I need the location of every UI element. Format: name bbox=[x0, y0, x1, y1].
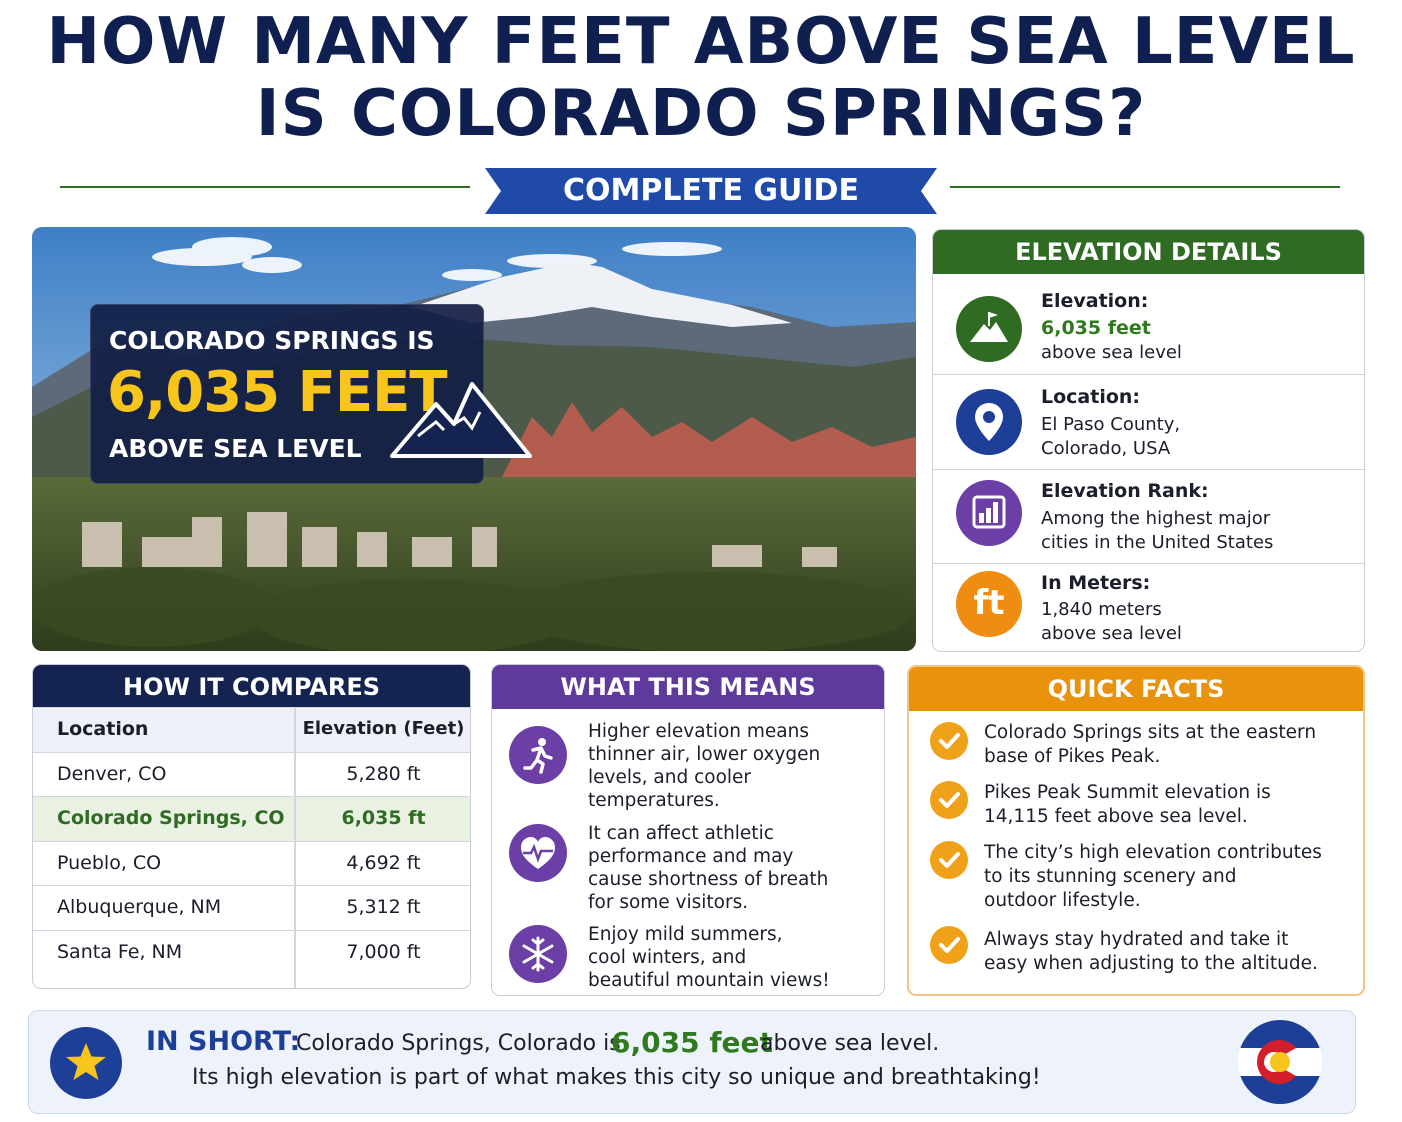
fact-line: to its stunning scenery and bbox=[984, 866, 1237, 887]
table-row bbox=[33, 885, 470, 930]
table-row bbox=[33, 752, 470, 797]
colorado-flag-icon bbox=[1238, 1020, 1322, 1104]
table-cell-elevation: 7,000 ft bbox=[346, 940, 421, 963]
detail-value: 6,035 feet bbox=[1041, 317, 1151, 339]
quick-facts-panel bbox=[907, 665, 1365, 996]
fact-line: Pikes Peak Summit elevation is bbox=[984, 782, 1271, 803]
fact-line: 14,115 feet above sea level. bbox=[984, 806, 1248, 827]
in-short-value: 6,035 feet bbox=[611, 1026, 773, 1059]
column-divider bbox=[294, 708, 296, 752]
check-icon bbox=[930, 722, 968, 760]
means-item-1 bbox=[588, 720, 878, 812]
detail-line: Colorado, USA bbox=[1041, 438, 1171, 459]
fact-line: base of Pikes Peak. bbox=[984, 746, 1161, 767]
column-divider bbox=[294, 886, 296, 930]
fact-line: Always stay hydrated and take it bbox=[984, 929, 1289, 950]
means-item-3 bbox=[588, 923, 878, 992]
in-short-label: IN SHORT: bbox=[146, 1026, 301, 1057]
means-line: Enjoy mild summers, bbox=[588, 924, 783, 945]
detail-row-rank bbox=[933, 469, 1364, 563]
column-divider bbox=[294, 753, 296, 797]
table-cell-location: Denver, CO bbox=[57, 762, 167, 785]
title-line-2: IS COLORADO SPRINGS? bbox=[255, 77, 1147, 151]
means-line: levels, and cooler bbox=[588, 767, 752, 788]
compare-title: HOW IT COMPARES bbox=[33, 665, 470, 709]
means-line: cool winters, and bbox=[588, 947, 747, 968]
mountain-icon bbox=[388, 378, 534, 468]
in-short-text-3: Its high elevation is part of what makes this city so unique and breathtaking! bbox=[192, 1065, 1041, 1090]
means-line: cause shortness of breath bbox=[588, 869, 829, 890]
detail-line: 1,840 meters bbox=[1041, 599, 1162, 620]
detail-line: above sea level bbox=[1041, 623, 1182, 644]
divider-right bbox=[950, 186, 1340, 188]
heart-pulse-icon bbox=[509, 824, 567, 882]
divider-left bbox=[60, 186, 470, 188]
check-icon bbox=[930, 926, 968, 964]
detail-line: El Paso County, bbox=[1041, 414, 1181, 435]
table-row bbox=[33, 841, 470, 886]
bar-chart-icon bbox=[956, 480, 1022, 546]
title-line-1: HOW MANY FEET ABOVE SEA LEVEL bbox=[46, 5, 1356, 79]
means-title: WHAT THIS MEANS bbox=[492, 665, 884, 709]
fact-line: Colorado Springs sits at the eastern bbox=[984, 722, 1317, 743]
column-header-elevation: Elevation (Feet) bbox=[302, 718, 465, 739]
table-cell-location: Colorado Springs, CO bbox=[57, 807, 285, 829]
fact-item-4 bbox=[984, 928, 1354, 976]
column-divider bbox=[294, 797, 296, 841]
subtitle: COMPLETE GUIDE bbox=[563, 173, 859, 208]
star-icon bbox=[50, 1027, 122, 1099]
detail-row-elevation bbox=[933, 274, 1364, 374]
fact-line: The city’s high elevation contributes bbox=[984, 842, 1322, 863]
what-this-means-panel bbox=[491, 664, 885, 996]
mountain-flag-icon bbox=[956, 296, 1022, 362]
callout-line-3: ABOVE SEA LEVEL bbox=[109, 434, 362, 463]
detail-line: above sea level bbox=[1041, 342, 1182, 363]
table-cell-location: Albuquerque, NM bbox=[57, 896, 222, 918]
table-cell-elevation: 5,312 ft bbox=[346, 896, 421, 918]
fact-item-3 bbox=[984, 841, 1354, 913]
ft-unit-icon: ft bbox=[956, 571, 1022, 637]
table-cell-elevation: 5,280 ft bbox=[346, 762, 421, 785]
snowflake-icon bbox=[509, 925, 567, 983]
fact-item-1 bbox=[984, 721, 1354, 769]
check-icon bbox=[930, 781, 968, 819]
column-divider bbox=[294, 931, 296, 988]
detail-line: Among the highest major bbox=[1041, 508, 1271, 529]
compare-table-panel bbox=[32, 664, 471, 989]
elevation-details-title: ELEVATION DETAILS bbox=[933, 230, 1364, 274]
table-header-row bbox=[33, 707, 470, 752]
callout-value: 6,035 FEET bbox=[107, 360, 447, 425]
column-header-location: Location bbox=[57, 718, 149, 740]
detail-label: Elevation Rank: bbox=[1041, 480, 1209, 502]
means-line: for some visitors. bbox=[588, 892, 749, 913]
page-title bbox=[0, 6, 1402, 150]
fact-line: outdoor lifestyle. bbox=[984, 890, 1141, 911]
table-row bbox=[33, 930, 470, 988]
fact-item-2 bbox=[984, 781, 1354, 829]
runner-icon bbox=[509, 726, 567, 784]
means-line: temperatures. bbox=[588, 790, 720, 811]
callout-line-1: COLORADO SPRINGS IS bbox=[109, 326, 435, 355]
check-icon bbox=[930, 841, 968, 879]
elevation-details-panel bbox=[932, 229, 1365, 652]
detail-label: In Meters: bbox=[1041, 572, 1151, 594]
table-row-highlighted bbox=[33, 796, 470, 841]
column-divider bbox=[294, 842, 296, 886]
location-pin-icon bbox=[956, 389, 1022, 455]
fact-line: easy when adjusting to the altitude. bbox=[984, 953, 1318, 974]
table-cell-location: Pueblo, CO bbox=[57, 851, 162, 874]
detail-row-location bbox=[933, 374, 1364, 469]
means-line: It can affect athletic bbox=[588, 823, 774, 844]
means-line: beautiful mountain views! bbox=[588, 970, 830, 991]
in-short-text-2: above sea level. bbox=[760, 1031, 940, 1056]
table-cell-elevation: 4,692 ft bbox=[346, 851, 421, 874]
table-cell-location: Santa Fe, NM bbox=[57, 940, 183, 963]
means-line: performance and may bbox=[588, 846, 794, 867]
means-item-2 bbox=[588, 822, 878, 914]
means-line: thinner air, lower oxygen bbox=[588, 744, 821, 765]
means-line: Higher elevation means bbox=[588, 721, 809, 742]
quick-facts-title: QUICK FACTS bbox=[909, 667, 1363, 711]
detail-label: Elevation: bbox=[1041, 290, 1149, 312]
in-short-text-1: Colorado Springs, Colorado is bbox=[296, 1031, 621, 1056]
table-cell-elevation: 6,035 ft bbox=[341, 807, 426, 829]
detail-line: cities in the United States bbox=[1041, 532, 1274, 553]
detail-row-meters bbox=[933, 563, 1364, 651]
detail-label: Location: bbox=[1041, 386, 1141, 408]
